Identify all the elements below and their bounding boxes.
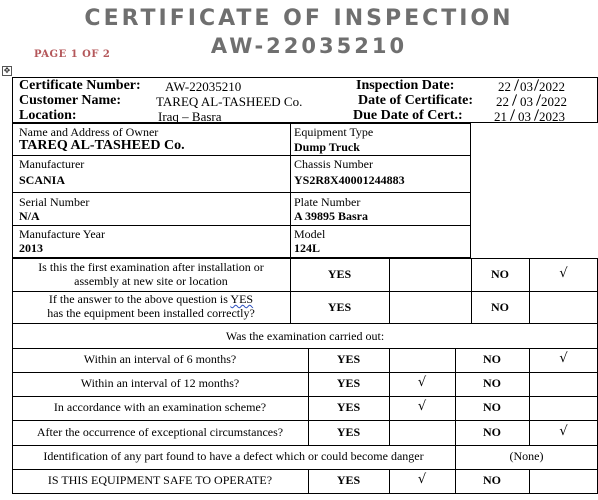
q2-line1: If the answer to the above question is YES bbox=[48, 292, 254, 306]
exam-12-months: Within an interval of 12 months? bbox=[80, 376, 240, 390]
q2-yes: YES bbox=[327, 300, 352, 314]
due-day: 21 bbox=[494, 109, 507, 124]
model-label: Model bbox=[294, 227, 326, 241]
exam-scheme-yes-check[interactable]: √ bbox=[417, 399, 427, 414]
certificate-title: CERTIFICATE OF INSPECTION bbox=[84, 6, 514, 31]
inspection-day: 22 bbox=[498, 79, 511, 94]
exam-scheme-no: NO bbox=[483, 400, 501, 414]
exam-6-months: Within an interval of 6 months? bbox=[83, 352, 237, 366]
safe-yes: YES bbox=[336, 473, 361, 487]
safe-yes-check[interactable]: √ bbox=[417, 472, 427, 487]
manufacturer-label: Manufacturer bbox=[19, 157, 85, 171]
model-value: 124L bbox=[294, 241, 321, 255]
owner-label: Name and Address of Owner bbox=[19, 125, 159, 139]
inspection-month: 03 bbox=[520, 79, 533, 94]
defect-value: (None) bbox=[509, 449, 544, 463]
location-label: Location: bbox=[19, 108, 77, 123]
exam-scheme-yes: YES bbox=[336, 400, 361, 414]
exam-scheme: In accordance with an examination scheme? bbox=[53, 400, 267, 414]
exam-6-months-no-check[interactable]: √ bbox=[559, 351, 568, 366]
exam-exceptional-no: NO bbox=[483, 425, 501, 439]
q1-yes: YES bbox=[327, 267, 352, 281]
table-move-handle-icon[interactable]: ✥ bbox=[3, 66, 11, 75]
q2-line2: has the equipment been installed correctly? bbox=[47, 306, 255, 320]
cert-number-value: AW-22035210 bbox=[165, 79, 242, 94]
inspection-year: 2022 bbox=[539, 79, 565, 94]
due-year: 2023 bbox=[539, 109, 565, 124]
exam-6-months-no: NO bbox=[483, 352, 501, 366]
q1-no: NO bbox=[491, 267, 509, 281]
due-date-label: Due Date of Cert.: bbox=[353, 108, 463, 123]
owner-value: TAREQ AL-TASHEED Co. bbox=[19, 138, 185, 153]
exam-12-months-no: NO bbox=[483, 376, 501, 390]
q1-line1: Is this the first examination after installation or bbox=[38, 260, 264, 274]
location-value: Iraq – Basra bbox=[158, 109, 222, 124]
certificate-month: 03 bbox=[520, 94, 533, 109]
year-value: 2013 bbox=[19, 241, 43, 255]
serial-label: Serial Number bbox=[19, 195, 90, 209]
defect-question: Identification of any part found to have a defect which or could become danger bbox=[43, 449, 424, 463]
q1-no-check[interactable]: √ bbox=[559, 266, 568, 281]
cert-number-label: Certificate Number: bbox=[19, 78, 141, 93]
chassis-label: Chassis Number bbox=[294, 157, 373, 171]
certificate-date-label: Date of Certificate: bbox=[358, 93, 474, 108]
certificate-day: 22 bbox=[496, 94, 509, 109]
exam-12-months-yes-check[interactable]: √ bbox=[417, 375, 427, 390]
page-indicator: PAGE 1 OF 2 bbox=[34, 49, 111, 60]
exam-exceptional-yes: YES bbox=[336, 425, 361, 439]
certificate-number-heading: AW-22035210 bbox=[210, 34, 408, 58]
year-label: Manufacture Year bbox=[19, 227, 105, 241]
equipment-type-label: Equipment Type bbox=[294, 125, 374, 139]
q1-line2: assembly at new site or location bbox=[74, 274, 228, 288]
exam-heading: Was the examination carried out: bbox=[225, 329, 385, 343]
safe-no: NO bbox=[483, 473, 501, 487]
q2-no: NO bbox=[491, 300, 509, 314]
serial-value: N/A bbox=[19, 209, 40, 223]
equipment-type-value: Dump Truck bbox=[294, 140, 360, 154]
customer-label: Customer Name: bbox=[19, 93, 121, 108]
manufacturer-value: SCANIA bbox=[19, 173, 66, 187]
certificate-year: 2022 bbox=[541, 94, 567, 109]
due-month: 03 bbox=[518, 109, 531, 124]
exam-6-months-yes: YES bbox=[336, 352, 361, 366]
exam-12-months-yes: YES bbox=[336, 376, 361, 390]
customer-value: TAREQ AL-TASHEED Co. bbox=[156, 94, 303, 109]
chassis-value: YS2R8X40001244883 bbox=[294, 173, 405, 187]
safe-question: IS THIS EQUIPMENT SAFE TO OPERATE? bbox=[47, 473, 273, 487]
exam-exceptional-no-check[interactable]: √ bbox=[559, 424, 568, 439]
plate-value: A 39895 Basra bbox=[294, 209, 369, 223]
inspection-date-label: Inspection Date: bbox=[356, 78, 455, 93]
plate-label: Plate Number bbox=[294, 195, 361, 209]
exam-exceptional: After the occurrence of exceptional circumstances? bbox=[36, 425, 284, 439]
